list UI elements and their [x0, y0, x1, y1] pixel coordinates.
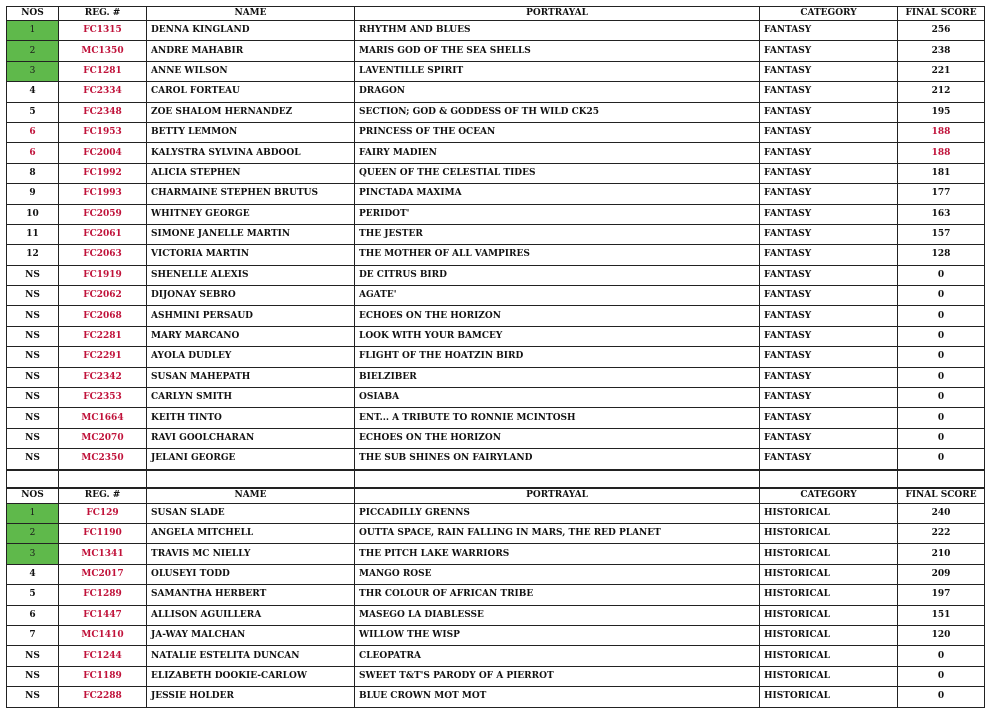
table-row: [7, 143, 985, 163]
final-score-cell: 256: [898, 21, 985, 41]
nos-cell: 11: [7, 224, 59, 244]
portrayal-cell: LAVENTILLE SPIRIT: [355, 61, 760, 81]
portrayal-cell: MANGO ROSE: [355, 564, 760, 584]
name-cell: JESSIE HOLDER: [147, 687, 355, 707]
category-cell: FANTASY: [760, 347, 898, 367]
name-cell: DENNA KINGLAND: [147, 21, 355, 41]
final-score-cell: 0: [898, 408, 985, 428]
final-score-cell: 181: [898, 163, 985, 183]
table-row: [7, 306, 985, 326]
historical-results-table: [6, 488, 985, 708]
table-row: [7, 122, 985, 142]
table-row: [7, 21, 985, 41]
final-score-cell: 212: [898, 82, 985, 102]
nos-cell: NS: [7, 449, 59, 469]
final-score-cell: 0: [898, 306, 985, 326]
table-row: [7, 428, 985, 448]
table-row: [7, 388, 985, 408]
name-cell: ANGELA MITCHELL: [147, 523, 355, 543]
reg-number-cell: MC1410: [59, 625, 147, 645]
name-cell: AYOLA DUDLEY: [147, 347, 355, 367]
header-reg: REG. #: [59, 488, 147, 503]
final-score-cell: 0: [898, 666, 985, 686]
final-score-cell: 195: [898, 102, 985, 122]
nos-cell: NS: [7, 306, 59, 326]
header-name: NAME: [147, 7, 355, 21]
final-score-cell: 222: [898, 523, 985, 543]
results-sheet: [6, 6, 984, 708]
table-row: [7, 41, 985, 61]
nos-cell: 12: [7, 245, 59, 265]
fantasy-results-table: [6, 6, 985, 470]
table-row: [7, 102, 985, 122]
name-cell: CHARMAINE STEPHEN BRUTUS: [147, 184, 355, 204]
portrayal-cell: SWEET T&T'S PARODY OF A PIERROT: [355, 666, 760, 686]
nos-cell: 7: [7, 625, 59, 645]
portrayal-cell: LOOK WITH YOUR BAMCEY: [355, 326, 760, 346]
category-cell: FANTASY: [760, 367, 898, 387]
category-cell: FANTASY: [760, 41, 898, 61]
final-score-cell: 188: [898, 122, 985, 142]
category-cell: FANTASY: [760, 143, 898, 163]
nos-cell: 8: [7, 163, 59, 183]
name-cell: SAMANTHA HERBERT: [147, 585, 355, 605]
category-cell: FANTASY: [760, 82, 898, 102]
final-score-cell: 240: [898, 503, 985, 523]
category-cell: HISTORICAL: [760, 585, 898, 605]
nos-cell: NS: [7, 687, 59, 707]
header-portrayal: PORTRAYAL: [355, 488, 760, 503]
category-cell: FANTASY: [760, 102, 898, 122]
table-row: [7, 347, 985, 367]
table-row: [7, 245, 985, 265]
final-score-cell: 0: [898, 687, 985, 707]
table-row: [7, 82, 985, 102]
name-cell: SIMONE JANELLE MARTIN: [147, 224, 355, 244]
reg-number-cell: FC2288: [59, 687, 147, 707]
portrayal-cell: DE CITRUS BIRD: [355, 265, 760, 285]
name-cell: ASHMINI PERSAUD: [147, 306, 355, 326]
category-cell: HISTORICAL: [760, 646, 898, 666]
portrayal-cell: PICCADILLY GRENNS: [355, 503, 760, 523]
table-row: [7, 326, 985, 346]
nos-cell: NS: [7, 428, 59, 448]
category-cell: HISTORICAL: [760, 523, 898, 543]
portrayal-cell: THE SUB SHINES ON FAIRYLAND: [355, 449, 760, 469]
portrayal-cell: THE JESTER: [355, 224, 760, 244]
portrayal-cell: ECHOES ON THE HORIZON: [355, 428, 760, 448]
category-cell: HISTORICAL: [760, 625, 898, 645]
final-score-cell: 157: [898, 224, 985, 244]
table-row: [7, 503, 985, 523]
table-row: [7, 544, 985, 564]
portrayal-cell: PINCTADA MAXIMA: [355, 184, 760, 204]
spacer-table: [6, 470, 985, 488]
portrayal-cell: OSIABA: [355, 388, 760, 408]
table-row: [7, 666, 985, 686]
reg-number-cell: FC2342: [59, 367, 147, 387]
category-cell: HISTORICAL: [760, 605, 898, 625]
portrayal-cell: WILLOW THE WISP: [355, 625, 760, 645]
nos-cell: 6: [7, 605, 59, 625]
reg-number-cell: MC1341: [59, 544, 147, 564]
table-row: [7, 523, 985, 543]
reg-number-cell: FC2334: [59, 82, 147, 102]
portrayal-cell: THE MOTHER OF ALL VAMPIRES: [355, 245, 760, 265]
nos-cell: 4: [7, 82, 59, 102]
spacer-row: [7, 470, 985, 487]
category-cell: HISTORICAL: [760, 544, 898, 564]
final-score-cell: 0: [898, 388, 985, 408]
final-score-cell: 0: [898, 286, 985, 306]
category-cell: FANTASY: [760, 428, 898, 448]
nos-cell: NS: [7, 646, 59, 666]
table-row: [7, 367, 985, 387]
final-score-cell: 188: [898, 143, 985, 163]
nos-cell: NS: [7, 367, 59, 387]
reg-number-cell: FC1953: [59, 122, 147, 142]
table-row: [7, 585, 985, 605]
category-cell: FANTASY: [760, 204, 898, 224]
final-score-cell: 197: [898, 585, 985, 605]
portrayal-cell: PRINCESS OF THE OCEAN: [355, 122, 760, 142]
reg-number-cell: FC1992: [59, 163, 147, 183]
header-category: CATEGORY: [760, 7, 898, 21]
name-cell: SHENELLE ALEXIS: [147, 265, 355, 285]
reg-number-cell: FC1281: [59, 61, 147, 81]
table-row: [7, 265, 985, 285]
reg-number-cell: FC2068: [59, 306, 147, 326]
nos-cell: 3: [7, 61, 59, 81]
category-cell: FANTASY: [760, 61, 898, 81]
reg-number-cell: FC2061: [59, 224, 147, 244]
final-score-cell: 0: [898, 646, 985, 666]
nos-cell: 5: [7, 585, 59, 605]
header-reg: REG. #: [59, 7, 147, 21]
final-score-cell: 210: [898, 544, 985, 564]
reg-number-cell: FC2063: [59, 245, 147, 265]
portrayal-cell: ECHOES ON THE HORIZON: [355, 306, 760, 326]
nos-cell: 5: [7, 102, 59, 122]
reg-number-cell: FC1315: [59, 21, 147, 41]
category-cell: HISTORICAL: [760, 503, 898, 523]
table-row: [7, 61, 985, 81]
nos-cell: NS: [7, 265, 59, 285]
name-cell: ELIZABETH DOOKIE-CARLOW: [147, 666, 355, 686]
final-score-cell: 120: [898, 625, 985, 645]
portrayal-cell: PERIDOT': [355, 204, 760, 224]
final-score-cell: 0: [898, 326, 985, 346]
category-cell: FANTASY: [760, 265, 898, 285]
reg-number-cell: MC2350: [59, 449, 147, 469]
portrayal-cell: SECTION; GOD & GODDESS OF TH WILD CK25: [355, 102, 760, 122]
nos-cell: 9: [7, 184, 59, 204]
reg-number-cell: MC2070: [59, 428, 147, 448]
name-cell: DIJONAY SEBRO: [147, 286, 355, 306]
name-cell: CARLYN SMITH: [147, 388, 355, 408]
final-score-cell: 163: [898, 204, 985, 224]
table-row: [7, 605, 985, 625]
reg-number-cell: MC1350: [59, 41, 147, 61]
category-cell: FANTASY: [760, 408, 898, 428]
name-cell: BETTY LEMMON: [147, 122, 355, 142]
category-cell: FANTASY: [760, 122, 898, 142]
final-score-cell: 177: [898, 184, 985, 204]
final-score-cell: 0: [898, 449, 985, 469]
table-header-row: [7, 488, 985, 503]
portrayal-cell: BIELZIBER: [355, 367, 760, 387]
nos-cell: 6: [7, 122, 59, 142]
final-score-cell: 221: [898, 61, 985, 81]
nos-cell: NS: [7, 326, 59, 346]
reg-number-cell: FC2348: [59, 102, 147, 122]
category-cell: FANTASY: [760, 163, 898, 183]
portrayal-cell: DRAGON: [355, 82, 760, 102]
reg-number-cell: FC2059: [59, 204, 147, 224]
name-cell: ALLISON AGUILLERA: [147, 605, 355, 625]
portrayal-cell: FLIGHT OF THE HOATZIN BIRD: [355, 347, 760, 367]
final-score-cell: 151: [898, 605, 985, 625]
name-cell: TRAVIS MC NIELLY: [147, 544, 355, 564]
portrayal-cell: RHYTHM AND BLUES: [355, 21, 760, 41]
reg-number-cell: FC2062: [59, 286, 147, 306]
name-cell: JA-WAY MALCHAN: [147, 625, 355, 645]
reg-number-cell: FC1244: [59, 646, 147, 666]
reg-number-cell: FC1189: [59, 666, 147, 686]
final-score-cell: 0: [898, 347, 985, 367]
header-category: CATEGORY: [760, 488, 898, 503]
portrayal-cell: QUEEN OF THE CELESTIAL TIDES: [355, 163, 760, 183]
header-nos: NOS: [7, 488, 59, 503]
portrayal-cell: ENT... A TRIBUTE TO RONNIE MCINTOSH: [355, 408, 760, 428]
reg-number-cell: FC2291: [59, 347, 147, 367]
table-row: [7, 564, 985, 584]
table-row: [7, 184, 985, 204]
category-cell: HISTORICAL: [760, 687, 898, 707]
table-header-row: [7, 7, 985, 21]
portrayal-cell: MARIS GOD OF THE SEA SHELLS: [355, 41, 760, 61]
category-cell: FANTASY: [760, 449, 898, 469]
reg-number-cell: FC129: [59, 503, 147, 523]
nos-cell: NS: [7, 388, 59, 408]
name-cell: ANDRE MAHABIR: [147, 41, 355, 61]
header-final-score: FINAL SCORE: [898, 7, 985, 21]
name-cell: NATALIE ESTELITA DUNCAN: [147, 646, 355, 666]
header-nos: NOS: [7, 7, 59, 21]
reg-number-cell: FC1190: [59, 523, 147, 543]
portrayal-cell: CLEOPATRA: [355, 646, 760, 666]
category-cell: HISTORICAL: [760, 666, 898, 686]
name-cell: ANNE WILSON: [147, 61, 355, 81]
final-score-cell: 238: [898, 41, 985, 61]
name-cell: KALYSTRA SYLVINA ABDOOL: [147, 143, 355, 163]
header-final-score: FINAL SCORE: [898, 488, 985, 503]
reg-number-cell: FC1289: [59, 585, 147, 605]
name-cell: MARY MARCANO: [147, 326, 355, 346]
reg-number-cell: FC2004: [59, 143, 147, 163]
category-cell: FANTASY: [760, 245, 898, 265]
name-cell: ALICIA STEPHEN: [147, 163, 355, 183]
portrayal-cell: THE PITCH LAKE WARRIORS: [355, 544, 760, 564]
nos-cell: NS: [7, 408, 59, 428]
nos-cell: 10: [7, 204, 59, 224]
nos-cell: NS: [7, 347, 59, 367]
nos-cell: 4: [7, 564, 59, 584]
table-row: [7, 687, 985, 707]
name-cell: JELANI GEORGE: [147, 449, 355, 469]
name-cell: WHITNEY GEORGE: [147, 204, 355, 224]
reg-number-cell: FC2281: [59, 326, 147, 346]
nos-cell: 3: [7, 544, 59, 564]
name-cell: ZOE SHALOM HERNANDEZ: [147, 102, 355, 122]
table-row: [7, 163, 985, 183]
name-cell: OLUSEYI TODD: [147, 564, 355, 584]
table-row: [7, 286, 985, 306]
header-name: NAME: [147, 488, 355, 503]
final-score-cell: 128: [898, 245, 985, 265]
table-row: [7, 224, 985, 244]
table-row: [7, 625, 985, 645]
name-cell: KEITH TINTO: [147, 408, 355, 428]
final-score-cell: 0: [898, 428, 985, 448]
final-score-cell: 209: [898, 564, 985, 584]
category-cell: FANTASY: [760, 286, 898, 306]
portrayal-cell: AGATE': [355, 286, 760, 306]
portrayal-cell: BLUE CROWN MOT MOT: [355, 687, 760, 707]
portrayal-cell: OUTTA SPACE, RAIN FALLING IN MARS, THE RED PLANET: [355, 523, 760, 543]
portrayal-cell: FAIRY MADIEN: [355, 143, 760, 163]
nos-cell: NS: [7, 666, 59, 686]
category-cell: FANTASY: [760, 306, 898, 326]
final-score-cell: 0: [898, 367, 985, 387]
reg-number-cell: MC1664: [59, 408, 147, 428]
name-cell: SUSAN MAHEPATH: [147, 367, 355, 387]
name-cell: VICTORIA MARTIN: [147, 245, 355, 265]
portrayal-cell: THR COLOUR OF AFRICAN TRIBE: [355, 585, 760, 605]
category-cell: FANTASY: [760, 21, 898, 41]
nos-cell: 1: [7, 503, 59, 523]
reg-number-cell: MC2017: [59, 564, 147, 584]
table-row: [7, 449, 985, 469]
nos-cell: NS: [7, 286, 59, 306]
name-cell: CAROL FORTEAU: [147, 82, 355, 102]
category-cell: FANTASY: [760, 224, 898, 244]
table-row: [7, 646, 985, 666]
final-score-cell: 0: [898, 265, 985, 285]
nos-cell: 2: [7, 41, 59, 61]
table-row: [7, 204, 985, 224]
reg-number-cell: FC1447: [59, 605, 147, 625]
nos-cell: 1: [7, 21, 59, 41]
reg-number-cell: FC2353: [59, 388, 147, 408]
category-cell: FANTASY: [760, 184, 898, 204]
nos-cell: 6: [7, 143, 59, 163]
nos-cell: 2: [7, 523, 59, 543]
name-cell: SUSAN SLADE: [147, 503, 355, 523]
header-portrayal: PORTRAYAL: [355, 7, 760, 21]
category-cell: HISTORICAL: [760, 564, 898, 584]
reg-number-cell: FC1919: [59, 265, 147, 285]
category-cell: FANTASY: [760, 388, 898, 408]
table-row: [7, 408, 985, 428]
category-cell: FANTASY: [760, 326, 898, 346]
reg-number-cell: FC1993: [59, 184, 147, 204]
name-cell: RAVI GOOLCHARAN: [147, 428, 355, 448]
portrayal-cell: MASEGO LA DIABLESSE: [355, 605, 760, 625]
